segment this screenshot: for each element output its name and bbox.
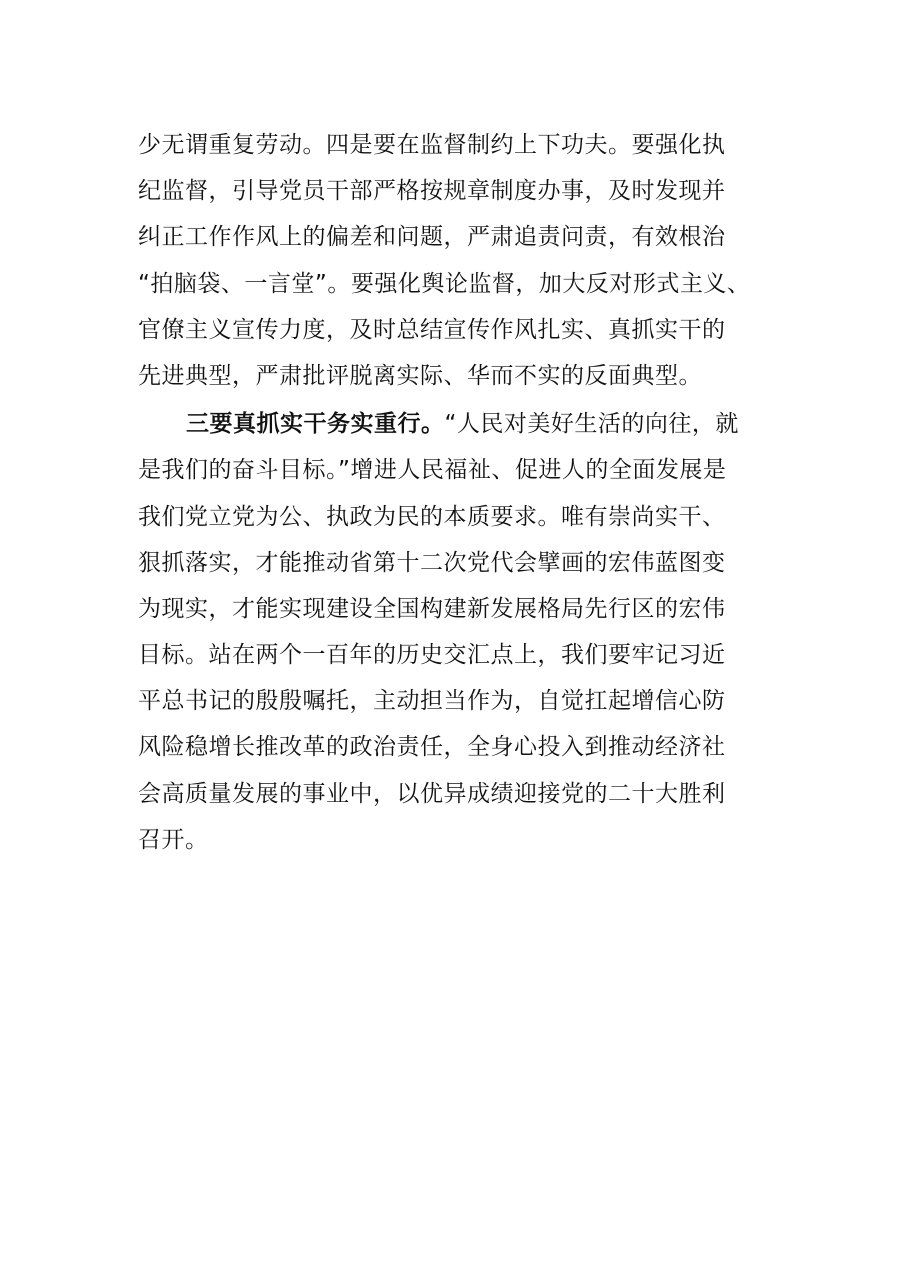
paragraph-line: 风险稳增长推改革的政治责任，全身心投入到推动经济社 [138, 734, 726, 761]
paragraph-practical-work [138, 401, 766, 863]
paragraph-line: 纠正工作作风上的偏差和问题，严肃追责问责，有效根治 [138, 224, 726, 251]
paragraph-line: 是我们的奋斗目标。”增进人民福祉、促进人的全面发展是 [138, 457, 727, 484]
paragraph-line: 召开。 [138, 826, 209, 853]
paragraph-first-line [138, 401, 766, 447]
document-body [138, 122, 766, 863]
section-heading: 三要真抓实干务实重行。 [186, 411, 445, 438]
paragraph-line: 少无谓重复劳动。四是要在监督制约上下功夫。要强化执 [138, 132, 726, 158]
paragraph-line: 目标。站在两个一百年的历史交汇点上，我们要牢记习近 [138, 642, 726, 669]
paragraph-line: 我们党立党为公、执政为民的本质要求。唯有崇尚实干、 [138, 503, 726, 530]
paragraph-line: “拍脑袋、一言堂”。要强化舆论监督，加大反对形式主义、 [138, 270, 751, 297]
paragraph-line: 会高质量发展的事业中，以优异成绩迎接党的二十大胜利 [138, 780, 726, 807]
paragraph-line: 为现实，才能实现建设全国构建新发展格局先行区的宏伟 [138, 595, 726, 622]
paragraph-line: 纪监督，引导党员干部严格按规章制度办事，及时发现并 [138, 178, 726, 205]
paragraph-line: 狠抓落实，才能推动省第十二次党代会擘画的宏伟蓝图变 [138, 549, 726, 576]
paragraph-line-rest: “人民对美好生活的向往，就 [444, 411, 739, 438]
paragraph-supervision [138, 122, 766, 399]
paragraph-line: 官僚主义宣传力度，及时总结宣传作风扎实、真抓实干的 [138, 316, 726, 343]
paragraph-line: 平总书记的殷殷嘱托，主动担当作为，自觉扛起增信心防 [138, 688, 726, 715]
paragraph-line: 先进典型，严肃批评脱离实际、华而不实的反面典型。 [138, 362, 702, 389]
